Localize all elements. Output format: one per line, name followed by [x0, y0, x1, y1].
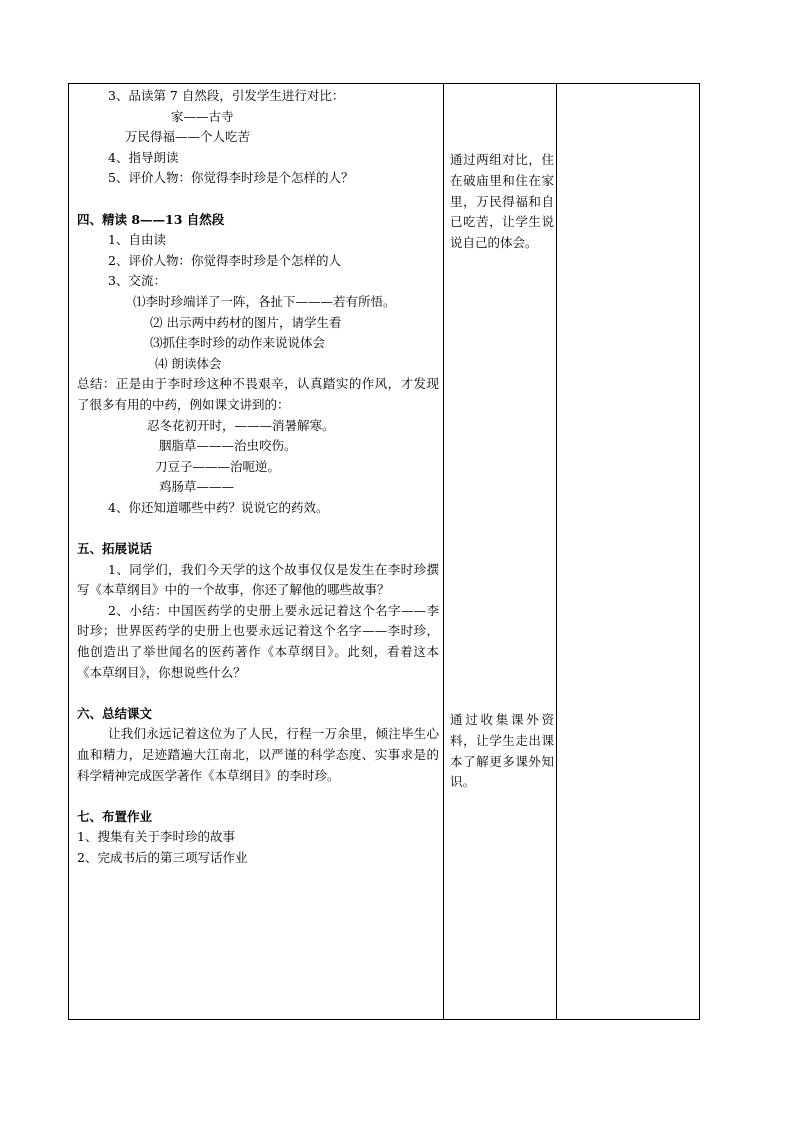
paragraph: 总结：正是由于李时珍这种不畏艰辛，认真踏实的作风，才发现了很多有用的中药，例如课文讲到的： [77, 376, 439, 412]
lesson-plan-table [68, 83, 700, 1020]
paragraph: 2、小结：中国医药学的史册上要永远记着这个名字——李时珍；世界医药学的史册上也要永远记着这个名字——李时珍，他创造出了举世闻名的医药著作《本草纲目》。此刻，看着这本《本草纲目》，你想说些什么？ [77, 602, 439, 680]
lesson-content-column [77, 86, 439, 869]
paragraph: ⑴李时珍端详了一阵，各扯下———若有所悟。 [133, 293, 396, 309]
text-line: 2、完成书后的第三项写话作业 [77, 849, 248, 865]
text-line: 3、交流： [108, 273, 166, 289]
section-heading: 五、拓展说话 [77, 541, 153, 557]
text-line: 3、品读第 7 自然段，引发学生进行对比： [108, 88, 345, 103]
paragraph: 让我们永远记着这位为了人民，行程一万余里，倾注毕生心血和精力，足迹踏遍大江南北，以严谨的科学态度、实事求是的科学精神完成医学著作《本草纲目》的李时珍。 [77, 726, 439, 783]
text-line: 鸡肠草——— [159, 479, 235, 495]
text-line: 4、你还知道哪些中药？说说它的药效。 [108, 499, 329, 515]
text-line: ⑶抓住李时珍的动作来说说体会 [150, 335, 326, 351]
text-line: 2、评价人物：你觉得李时珍是个怎样的人 [108, 252, 341, 268]
text-line: 刀豆子———治呃逆。 [155, 458, 281, 474]
column-divider-2 [556, 84, 557, 1019]
text-line: 胭脂草———治虫咬伤。 [159, 438, 297, 454]
design-note-1: 通过两组对比，住在破庙里和住在家里，万民得福和自已吃苦，让学生说说自己的体会。 [450, 152, 554, 251]
section-heading: 四、精读 8——13 自然段 [77, 211, 225, 227]
design-note-2: 通过收集课外资料，让学生走出课本了解更多课外知识。 [450, 712, 554, 790]
text-line: 家——古寺 [171, 108, 234, 124]
section-heading: 七、布置作业 [77, 808, 153, 824]
text-line: 4、指导朗读 [108, 149, 179, 165]
text-line: 1、搜集有关于李时珍的故事 [77, 829, 235, 845]
column-divider-1 [443, 84, 444, 1019]
paragraph: 1、同学们，我们今天学的这个故事仅仅是发生在李时珍撰写《本草纲目》中的一个故事，你还了解他的哪些故事？ [77, 561, 439, 598]
text-line: 1、自由读 [108, 232, 166, 248]
text-line: ⑵ 出示两中药材的图片，请学生看 [150, 314, 342, 330]
section-heading: 六、总结课文 [77, 705, 153, 721]
text-line: 5、评价人物：你觉得李时珍是个怎样的人？ [108, 170, 354, 186]
text-line: 万民得福——个人吃苦 [125, 129, 251, 145]
text-line: 忍冬花初开时，———消暑解寒。 [147, 417, 335, 433]
text-line: ⑷ 朗读体会 [155, 355, 222, 371]
